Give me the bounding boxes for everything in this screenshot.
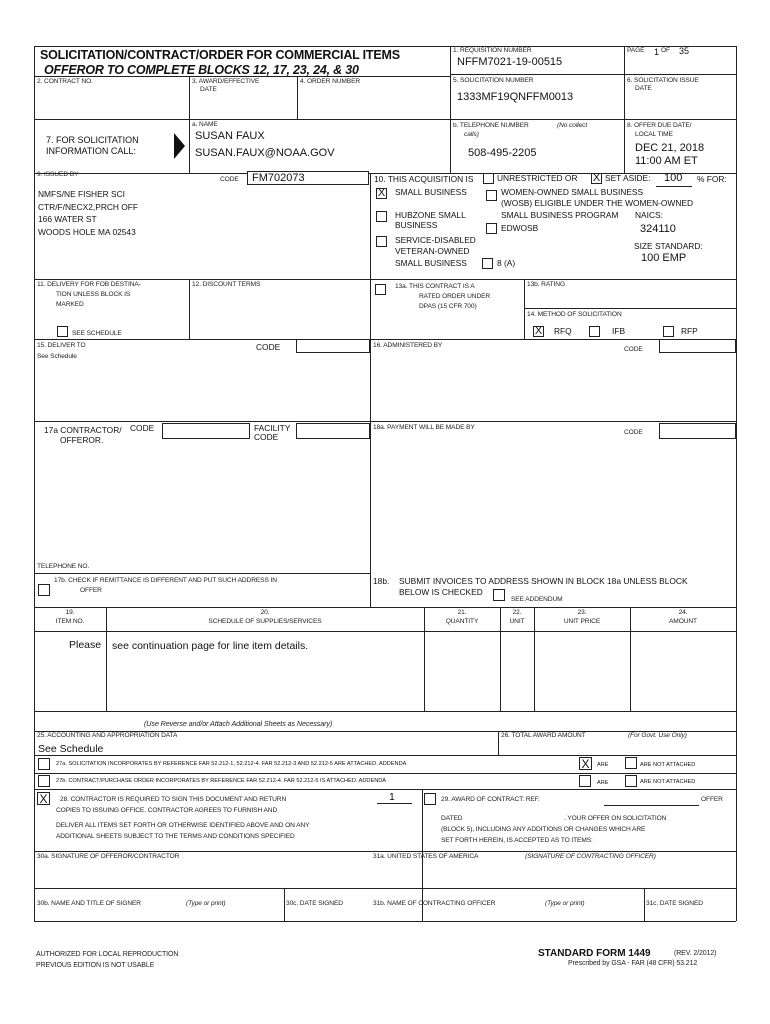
- col23-num: 23.: [577, 609, 587, 616]
- b7a-label: a. NAME: [192, 121, 218, 128]
- b5-label: 5. SOLICITATION NUMBER: [453, 77, 534, 84]
- sdvosb-label-3: SMALL BUSINESS: [395, 258, 467, 268]
- b28-text-4: ADDITIONAL SHEETS SUBJECT TO THE TERMS AND CONDITIONS SPECIFIED: [56, 833, 295, 840]
- b15-code-label: CODE: [256, 342, 281, 352]
- 27a-checkbox[interactable]: [38, 758, 50, 770]
- naics-label: NAICS:: [635, 210, 663, 220]
- b30a-label: 30a. SIGNATURE OF OFFEROR/CONTRACTOR: [37, 853, 180, 860]
- b9-code-label: CODE: [220, 176, 239, 183]
- sdvosb-checkbox[interactable]: [376, 236, 387, 247]
- footer-prev: PREVIOUS EDITION IS NOT USABLE: [36, 962, 155, 969]
- b8-label-2: LOCAL TIME: [635, 131, 673, 138]
- 27b-not-label: ARE NOT ATTACHED: [640, 779, 696, 785]
- see-schedule-label: SEE SCHEDULE: [72, 330, 122, 337]
- rfq-label: RFQ: [554, 326, 572, 336]
- contractor-code-box: [162, 423, 250, 439]
- wosb-label: WOMEN-OWNED SMALL BUSINESS: [501, 187, 644, 197]
- ifb-label: IFB: [612, 326, 626, 336]
- b30b-note: (Type or print): [186, 900, 226, 907]
- page-number: 1: [654, 47, 660, 57]
- b30b-label: 30b. NAME AND TITLE OF SIGNER: [37, 900, 141, 907]
- b18a-label: 18a. PAYMENT WILL BE MADE BY: [373, 424, 475, 431]
- b26-note: (For Govt. Use Only): [628, 732, 687, 739]
- page-total: 35: [679, 46, 690, 56]
- hubzone-label: HUBZONE SMALL: [395, 210, 466, 220]
- b25-label: 25. ACCOUNTING AND APPROPRIATION DATA: [37, 732, 178, 739]
- b15-label: 15. DELIVER TO: [37, 342, 86, 349]
- hubzone-label-2: BUSINESS: [395, 220, 438, 230]
- col-unit-price: UNIT PRICE: [563, 618, 601, 625]
- b29-text-4: SET FORTH HEREIN, IS ACCEPTED AS TO ITEMS:: [441, 837, 593, 844]
- b31a-note: (SIGNATURE OF CONTRACTING OFFICER): [525, 853, 656, 860]
- naics-code: 324110: [640, 223, 676, 235]
- rule: [34, 711, 736, 712]
- set-aside-label: SET ASIDE:: [605, 173, 651, 183]
- reverse-note: (Use Reverse and/or Attach Additional Sheets as Necessary): [144, 719, 333, 728]
- b27a-text: 27a. SOLICITATION INCORPORATES BY REFERENCE FAR 52.212-1, 52.212-4. FAR 52.212-3 AND 52.212-5 ARE ATTACHED. ADDENDA: [56, 761, 407, 767]
- rule: [34, 119, 736, 120]
- sf1449-form: [34, 43, 736, 969]
- see-schedule-checkbox[interactable]: [57, 326, 68, 337]
- rule: [34, 573, 370, 574]
- b18a-code-label: CODE: [624, 429, 643, 436]
- line-item-no: Please: [69, 639, 102, 651]
- deliver-to-code-box: [296, 339, 370, 353]
- b1-label: 1. REQUISITION NUMBER: [453, 47, 532, 54]
- rule: [450, 74, 736, 75]
- rule: [644, 888, 645, 921]
- b13b-label: 13b. RATING: [527, 281, 565, 288]
- edwosb-label: EDWOSB: [501, 223, 539, 233]
- b3-label: 3. AWARD/EFFECTIVE: [192, 78, 260, 85]
- rule: [189, 119, 190, 173]
- telephone-label: TELEPHONE NO.: [37, 563, 90, 570]
- b11-label-3: MARKED: [56, 301, 84, 308]
- b16-label: 16. ADMINISTERED BY: [373, 342, 443, 349]
- rule: [34, 888, 736, 889]
- payment-code-box: [659, 423, 736, 439]
- rule: [450, 46, 451, 173]
- copies-underline: [377, 803, 412, 804]
- b10-label: 10. THIS ACQUISITION IS: [374, 174, 474, 184]
- unrestricted-checkbox[interactable]: [483, 173, 494, 184]
- issued-by-address-4: WOODS HOLE MA 02543: [38, 227, 136, 237]
- contact-name: SUSAN FAUX: [195, 130, 265, 142]
- b31c-label: 31c. DATE SIGNED: [646, 900, 703, 907]
- facility-label-2: CODE: [254, 432, 279, 442]
- b29-offer: OFFER: [701, 796, 723, 803]
- issued-by-address-3: 166 WATER ST: [38, 214, 97, 224]
- set-aside-checkbox[interactable]: X: [592, 172, 601, 184]
- accounting-data: See Schedule: [38, 743, 104, 755]
- 27b-are-checkbox[interactable]: [579, 775, 591, 787]
- issued-by-code: FM702073: [252, 172, 305, 184]
- facility-code-box: [296, 423, 370, 439]
- b13a-label: 13a. THIS CONTRACT IS A: [395, 283, 475, 290]
- small-business-checkbox[interactable]: X: [377, 187, 386, 199]
- b27b-text: 27b. CONTRACT/PURCHASE ORDER INCORPORATES BY REFERENCE FAR 52.212-4. FAR 52.212-5 IS ATTACHED. ADDENDA: [56, 778, 387, 784]
- 8a-checkbox[interactable]: [482, 258, 493, 269]
- ref-underline: [604, 805, 699, 806]
- footer-sf: STANDARD FORM 1449: [538, 948, 651, 959]
- line-item-desc: see continuation page for line item details.: [112, 640, 309, 652]
- rule: [370, 279, 736, 280]
- b11-label-2: TION UNLESS BLOCK IS: [56, 291, 131, 298]
- rule: [34, 279, 370, 280]
- 28-checkbox[interactable]: X: [37, 792, 50, 805]
- rule: [34, 921, 736, 922]
- col20-num: 20.: [260, 609, 270, 616]
- 27a-not-checkbox[interactable]: [625, 757, 637, 769]
- size-standard: 100 EMP: [641, 252, 687, 264]
- 27a-are-label: ARE: [597, 762, 609, 768]
- rule: [34, 421, 736, 422]
- set-aside-percent: 100: [664, 172, 683, 184]
- small-business-label: SMALL BUSINESS: [395, 187, 467, 197]
- deliver-to: See Schedule: [37, 353, 77, 360]
- b9-label: 9. ISSUED BY: [37, 171, 79, 178]
- b31a-label: 31a. UNITED STATES OF AMERICA: [373, 853, 479, 860]
- b29-text-3: (BLOCK 5), INCLUDING ANY ADDITIONS OR CHANGES WHICH ARE: [441, 826, 646, 833]
- b29-text-1: 29. AWARD OF CONTRACT: REF.: [441, 796, 540, 803]
- solicitation-number: 1333MF19QNFFM0013: [457, 91, 574, 103]
- offer-due-time: 11:00 AM ET: [635, 155, 698, 167]
- unrestricted-label: UNRESTRICTED OR: [497, 173, 578, 183]
- b17a-label-2: OFFEROR.: [60, 435, 104, 445]
- b13a-label-2: RATED ORDER UNDER: [419, 293, 491, 300]
- facility-label: FACILITY: [254, 423, 291, 433]
- b17a-code-label: CODE: [130, 423, 155, 433]
- b11-label: 11. DELIVERY FOR FOB DESTINA-: [37, 281, 141, 288]
- see-addendum-checkbox[interactable]: [493, 589, 505, 601]
- b17a-label: 17a CONTRACTOR/: [44, 425, 122, 435]
- col21-num: 21.: [457, 609, 467, 616]
- b18b-label-2: BELOW IS CHECKED: [399, 587, 483, 597]
- b12-label: 12. DISCOUNT TERMS: [192, 281, 261, 288]
- rule: [524, 279, 525, 339]
- rule: [370, 339, 371, 607]
- b2-label: 2. CONTRACT NO.: [37, 78, 93, 85]
- remittance-checkbox[interactable]: [38, 584, 50, 596]
- b17b-label-2: OFFER: [80, 587, 102, 594]
- of-label: OF: [661, 47, 670, 54]
- rule: [498, 731, 499, 755]
- rule: [189, 279, 190, 339]
- rule: [34, 755, 736, 756]
- size-standard-label: SIZE STANDARD:: [634, 241, 703, 251]
- rfq-checkbox[interactable]: X: [534, 325, 543, 337]
- col-quantity: QUANTITY: [445, 618, 479, 625]
- b13a-label-3: DPAS (15 CFR 700): [419, 303, 477, 310]
- rule: [524, 308, 736, 309]
- b6-label: 6. SOLICITATION ISSUE: [627, 77, 699, 84]
- b7b-note: (No collect: [557, 122, 588, 129]
- percent-underline: [656, 186, 692, 187]
- arrow-right-icon: [174, 133, 186, 159]
- rfp-checkbox[interactable]: [663, 326, 674, 337]
- rule: [34, 773, 736, 774]
- rule: [34, 339, 736, 340]
- col22-num: 22.: [512, 609, 522, 616]
- col24-num: 24.: [678, 609, 688, 616]
- wosb-label-3: SMALL BUSINESS PROGRAM: [501, 210, 619, 220]
- requisition-number: NFFM7021-19-00515: [457, 56, 563, 68]
- b26-label: 26. TOTAL AWARD AMOUNT: [501, 732, 586, 739]
- b18b-num: 18b.: [373, 576, 390, 586]
- administered-code-box: [659, 339, 736, 353]
- wosb-checkbox[interactable]: [486, 190, 497, 201]
- rule: [189, 76, 190, 119]
- 8a-label: 8 (A): [497, 258, 516, 268]
- rule: [370, 173, 371, 339]
- b28-copies: 1: [389, 791, 395, 803]
- b3-label-2: DATE: [200, 86, 217, 93]
- see-addendum-label: SEE ADDENDUM: [511, 596, 563, 603]
- rfp-label: RFP: [681, 326, 698, 336]
- footer-rev: (REV. 2/2012): [674, 950, 717, 957]
- form-subtitle: OFFEROR TO COMPLETE BLOCKS 12, 17, 23, 24, & 30: [44, 63, 359, 77]
- b14-label: 14. METHOD OF SOLICITATION: [527, 311, 622, 318]
- b7-label-2: INFORMATION CALL:: [46, 146, 136, 156]
- rule: [736, 46, 737, 921]
- col-item-no: ITEM NO.: [55, 618, 85, 625]
- 27b-checkbox[interactable]: [38, 775, 50, 787]
- edwosb-checkbox[interactable]: [486, 223, 497, 234]
- rule: [34, 789, 736, 790]
- contact-phone: 508-495-2205: [468, 147, 537, 159]
- b8-label: 8. OFFER DUE DATE/: [627, 122, 692, 129]
- b6-label-2: DATE: [635, 85, 652, 92]
- issued-by-address-2: CTR/F/NECX2,PRCH OFF: [38, 202, 139, 212]
- rule: [297, 76, 298, 119]
- sdvosb-label-2: VETERAN-OWNED: [395, 246, 470, 256]
- rated-order-checkbox[interactable]: [375, 284, 386, 295]
- 27b-are-label: ARE: [597, 780, 609, 786]
- col19-num: 19.: [65, 609, 75, 616]
- b4-label: 4. ORDER NUMBER: [300, 78, 361, 85]
- 27a-are-checkbox[interactable]: X: [579, 757, 592, 770]
- col-unit: UNIT: [509, 618, 525, 625]
- b7-label: 7. FOR SOLICITATION: [46, 135, 139, 145]
- b28-text-3: DELIVER ALL ITEMS SET FORTH OR OTHERWISE IDENTIFIED ABOVE AND ON ANY: [56, 822, 310, 829]
- footer-prescribed: Prescribed by GSA - FAR (48 CFR) 53.212: [568, 960, 698, 967]
- page-label: PAGE: [627, 47, 645, 54]
- hubzone-checkbox[interactable]: [376, 211, 387, 222]
- b7b-label: b. TELEPHONE NUMBER: [453, 122, 529, 129]
- 29-checkbox[interactable]: [424, 793, 436, 805]
- b31b-label: 31b. NAME OF CONTRACTING OFFICER: [373, 900, 496, 907]
- footer-auth: AUTHORIZED FOR LOCAL REPRODUCTION: [36, 951, 179, 958]
- b28-text-1: 28. CONTRACTOR IS REQUIRED TO SIGN THIS DOCUMENT AND RETURN: [60, 796, 287, 803]
- b16-code-label: CODE: [624, 346, 643, 353]
- b29-dated: DATED: [441, 815, 463, 822]
- form-title: SOLICITATION/CONTRACT/ORDER FOR COMMERCIAL ITEMS: [40, 48, 400, 62]
- b31b-note: (Type or print): [545, 900, 585, 907]
- b29-text-2: . YOUR OFFER ON SOLICITATION: [564, 815, 667, 822]
- b18b-label: SUBMIT INVOICES TO ADDRESS SHOWN IN BLOCK 18a UNLESS BLOCK: [399, 576, 688, 586]
- sdvosb-label: SERVICE-DISABLED: [395, 235, 476, 245]
- b7b-note-2: calls): [464, 131, 479, 138]
- offer-due-date: DEC 21, 2018: [635, 142, 705, 154]
- 27a-not-label: ARE NOT ATTACHED: [640, 762, 696, 768]
- b28-text-2: COPIES TO ISSUING OFFICE. CONTRACTOR AGREES TO FURNISH AND: [56, 807, 278, 814]
- contact-email: SUSAN.FAUX@NOAA.GOV: [195, 147, 335, 159]
- pct-for-label: % FOR:: [697, 174, 727, 184]
- wosb-label-2: (WOSB) ELIGIBLE UNDER THE WOMEN-OWNED: [501, 198, 694, 208]
- issued-by-address-1: NMFS/NE FISHER SCI: [38, 189, 126, 199]
- b30c-label: 30c. DATE SIGNED: [286, 900, 343, 907]
- 27b-not-checkbox[interactable]: [625, 775, 637, 787]
- rule: [284, 888, 285, 921]
- col-schedule: SCHEDULE OF SUPPLIES/SERVICES: [208, 618, 322, 625]
- rule: [34, 851, 736, 852]
- col-amount: AMOUNT: [669, 618, 697, 625]
- ifb-checkbox[interactable]: [589, 326, 600, 337]
- rule: [624, 46, 625, 173]
- b17b-label: 17b. CHECK IF REMITTANCE IS DIFFERENT AND PUT SUCH ADDRESS IN: [54, 577, 277, 584]
